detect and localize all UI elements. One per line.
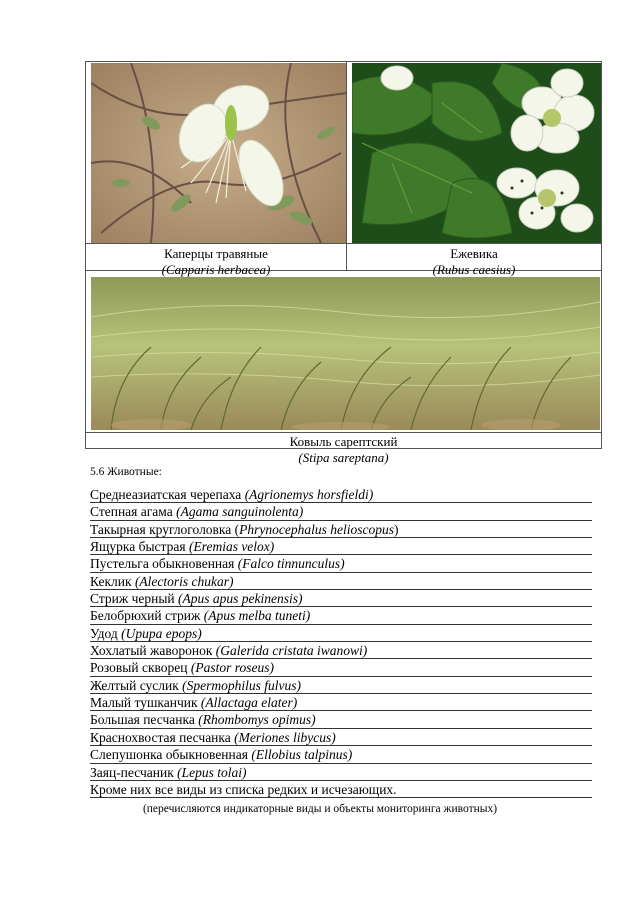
capparis-photo <box>91 63 347 243</box>
rubus-caption <box>347 246 601 278</box>
row-divider <box>86 432 601 433</box>
list-item: Белобрюхий стриж (Apus melba tuneti) <box>90 607 592 624</box>
capparis-caption <box>86 246 346 278</box>
capparis-flower-photo-icon <box>91 63 347 243</box>
photo-table <box>85 61 602 465</box>
row-divider <box>86 243 601 244</box>
column-divider <box>346 62 347 270</box>
list-item: Ящурка быстрая (Eremias velox) <box>90 538 592 555</box>
list-item: Хохлатый жаворонок (Galerida cristata iwanowi) <box>90 642 592 659</box>
stipa-photo <box>91 277 600 430</box>
rubus-name: Ежевика <box>450 246 498 261</box>
capparis-latin: (Capparis herbacea) <box>161 262 271 277</box>
list-item: Большая песчанка (Rhombomys opimus) <box>90 711 592 728</box>
list-item: Краснохвостая песчанка (Meriones libycus) <box>90 729 592 746</box>
list-item: Кеклик (Alectoris chukar) <box>90 573 592 590</box>
stipa-caption <box>86 434 601 466</box>
section-title: 5.6 Животные: <box>90 466 162 478</box>
rubus-latin: (Rubus caesius) <box>432 262 516 277</box>
list-item: Желтый суслик (Spermophilus fulvus) <box>90 677 592 694</box>
list-item: Слепушонка обыкновенная (Ellobius talpinus) <box>90 746 592 763</box>
species-list <box>90 486 592 798</box>
capparis-name: Каперцы травяные <box>164 246 268 261</box>
list-item: Розовый скворец (Pastor roseus) <box>90 659 592 676</box>
stipa-latin: (Stipa sareptana) <box>298 450 389 465</box>
footnote: (перечисляются индикаторные виды и объекты мониторинга животных) <box>142 803 498 815</box>
list-item: Кроме них все виды из списка редких и исчезающих. <box>90 781 592 798</box>
list-item: Среднеазиатская черепаха (Agrionemys horsfieldi) <box>90 486 592 503</box>
blackberry-flower-photo-icon <box>352 63 601 243</box>
list-item: Пустельга обыкновенная (Falco tinnunculus) <box>90 555 592 572</box>
list-item: Малый тушканчик (Allactaga elater) <box>90 694 592 711</box>
list-item: Удод (Upupa epops) <box>90 625 592 642</box>
list-item: Заяц-песчаник (Lepus tolai) <box>90 764 592 781</box>
stipa-name: Ковыль сарептский <box>289 434 398 449</box>
list-item: Степная агама (Agama sanguinolenta) <box>90 503 592 520</box>
list-item: Такырная круглоголовка (Phrynocephalus helioscopus) <box>90 521 592 538</box>
rubus-photo <box>352 63 601 243</box>
feather-grass-photo-icon <box>91 277 600 430</box>
list-item: Стриж черный (Apus apus pekinensis) <box>90 590 592 607</box>
